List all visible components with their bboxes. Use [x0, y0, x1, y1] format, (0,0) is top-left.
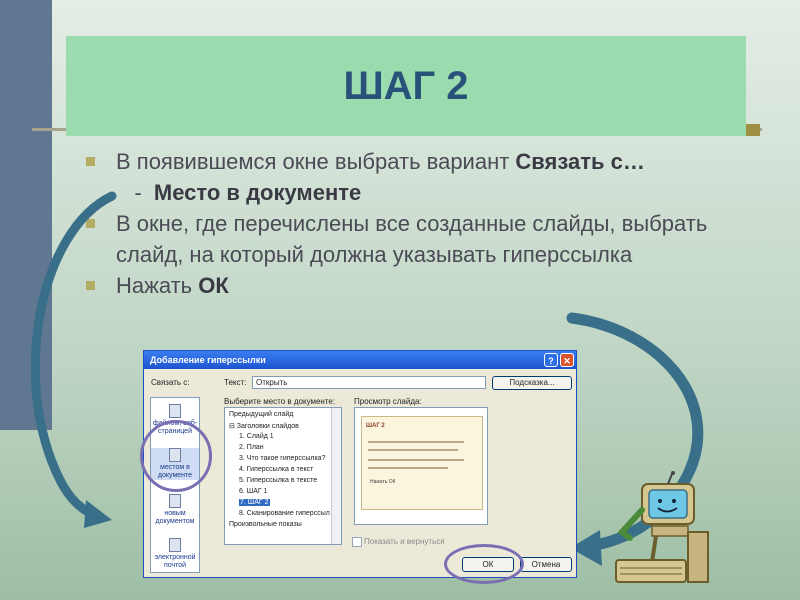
slide-title: ШАГ 2 — [343, 63, 469, 108]
dialog-titlebar — [144, 351, 576, 369]
globe-file-icon — [169, 404, 181, 418]
link-to-label: Связать с: — [151, 378, 190, 387]
tree-item[interactable]: 3. Что такое гиперссылка? — [239, 455, 326, 462]
email-icon — [169, 538, 181, 552]
tree-item[interactable]: 6. ШАГ 1 — [239, 488, 268, 495]
left-curved-arrow — [35, 196, 112, 516]
link-type-label: местом в документе — [157, 464, 193, 479]
bullet-text: В появившемся окне выбрать вариант — [116, 149, 516, 174]
tree-item[interactable]: 8. Сканирование гиперссыл — [239, 510, 330, 517]
link-type-label: электронной почтой — [154, 554, 196, 569]
tree-item[interactable]: ⊟ Заголовки слайдов — [229, 423, 299, 430]
preview-text-line — [368, 441, 464, 443]
tree-item[interactable]: 1. Слайд 1 — [239, 433, 274, 440]
preview-label: Просмотр слайда: — [354, 397, 422, 406]
preview-slide-ok-text: Нажать ОК — [370, 479, 396, 485]
place-label: Выберите место в документе: — [224, 397, 336, 406]
tree-item[interactable]: Предыдущий слайд — [229, 411, 294, 418]
document-place-tree — [224, 407, 342, 545]
preview-text-line — [368, 449, 458, 451]
highlight-ring-ok — [444, 544, 524, 584]
bullet-bold-text: ОК — [198, 273, 229, 298]
cancel-button[interactable]: Отмена — [520, 557, 572, 572]
tree-scrollbar[interactable] — [331, 408, 341, 544]
tree-item-selected[interactable]: 7. ШАГ 2 — [240, 499, 269, 506]
bullet-separator: - — [116, 180, 154, 205]
slide-preview — [354, 407, 488, 525]
link-email[interactable] — [151, 538, 199, 570]
link-type-label: файлом, веб-страницей — [152, 420, 198, 435]
bullet-bold-text: Место в документе — [153, 180, 362, 205]
link-new-document[interactable] — [151, 494, 199, 526]
computer-mascot-icon — [612, 470, 712, 588]
bullet-text: В окне, где перечислены все созданные слайды, выбрать слайд, на который должна указывать гиперссылка — [116, 211, 708, 267]
bullet-bold-text: Связать с… — [515, 149, 645, 174]
preview-text-line — [368, 467, 448, 469]
close-button[interactable] — [560, 353, 574, 367]
link-type-label: новым документом — [155, 510, 195, 525]
text-input[interactable]: Открыть — [252, 376, 486, 389]
close-icon: ✕ — [563, 356, 571, 366]
show-return-label: Показать и вернуться — [364, 537, 445, 546]
help-button[interactable] — [544, 353, 558, 367]
tree-item[interactable]: 4. Гиперссылка в текст — [239, 466, 314, 473]
text-label: Текст: — [224, 378, 247, 387]
preview-text-line — [368, 459, 464, 461]
help-icon: ? — [548, 356, 554, 366]
highlight-ring-place — [140, 420, 212, 492]
preview-slide-thumbnail — [361, 416, 483, 510]
tooltip-button[interactable]: Подсказка... — [492, 376, 572, 390]
new-document-icon — [169, 494, 181, 508]
left-arrow-head — [84, 500, 112, 528]
tree-item[interactable]: 5. Гиперссылка в тексте — [239, 477, 318, 484]
ok-button[interactable]: ОК — [462, 557, 514, 572]
preview-slide-title: ШАГ 2 — [366, 423, 385, 429]
dialog-title: Добавление гиперссылки — [150, 355, 266, 365]
bullet-text: Нажать — [116, 273, 199, 298]
tree-item[interactable]: 2. План — [239, 444, 264, 451]
show-return-checkbox[interactable] — [352, 537, 362, 547]
tree-item[interactable]: Произвольные показы — [229, 521, 302, 528]
